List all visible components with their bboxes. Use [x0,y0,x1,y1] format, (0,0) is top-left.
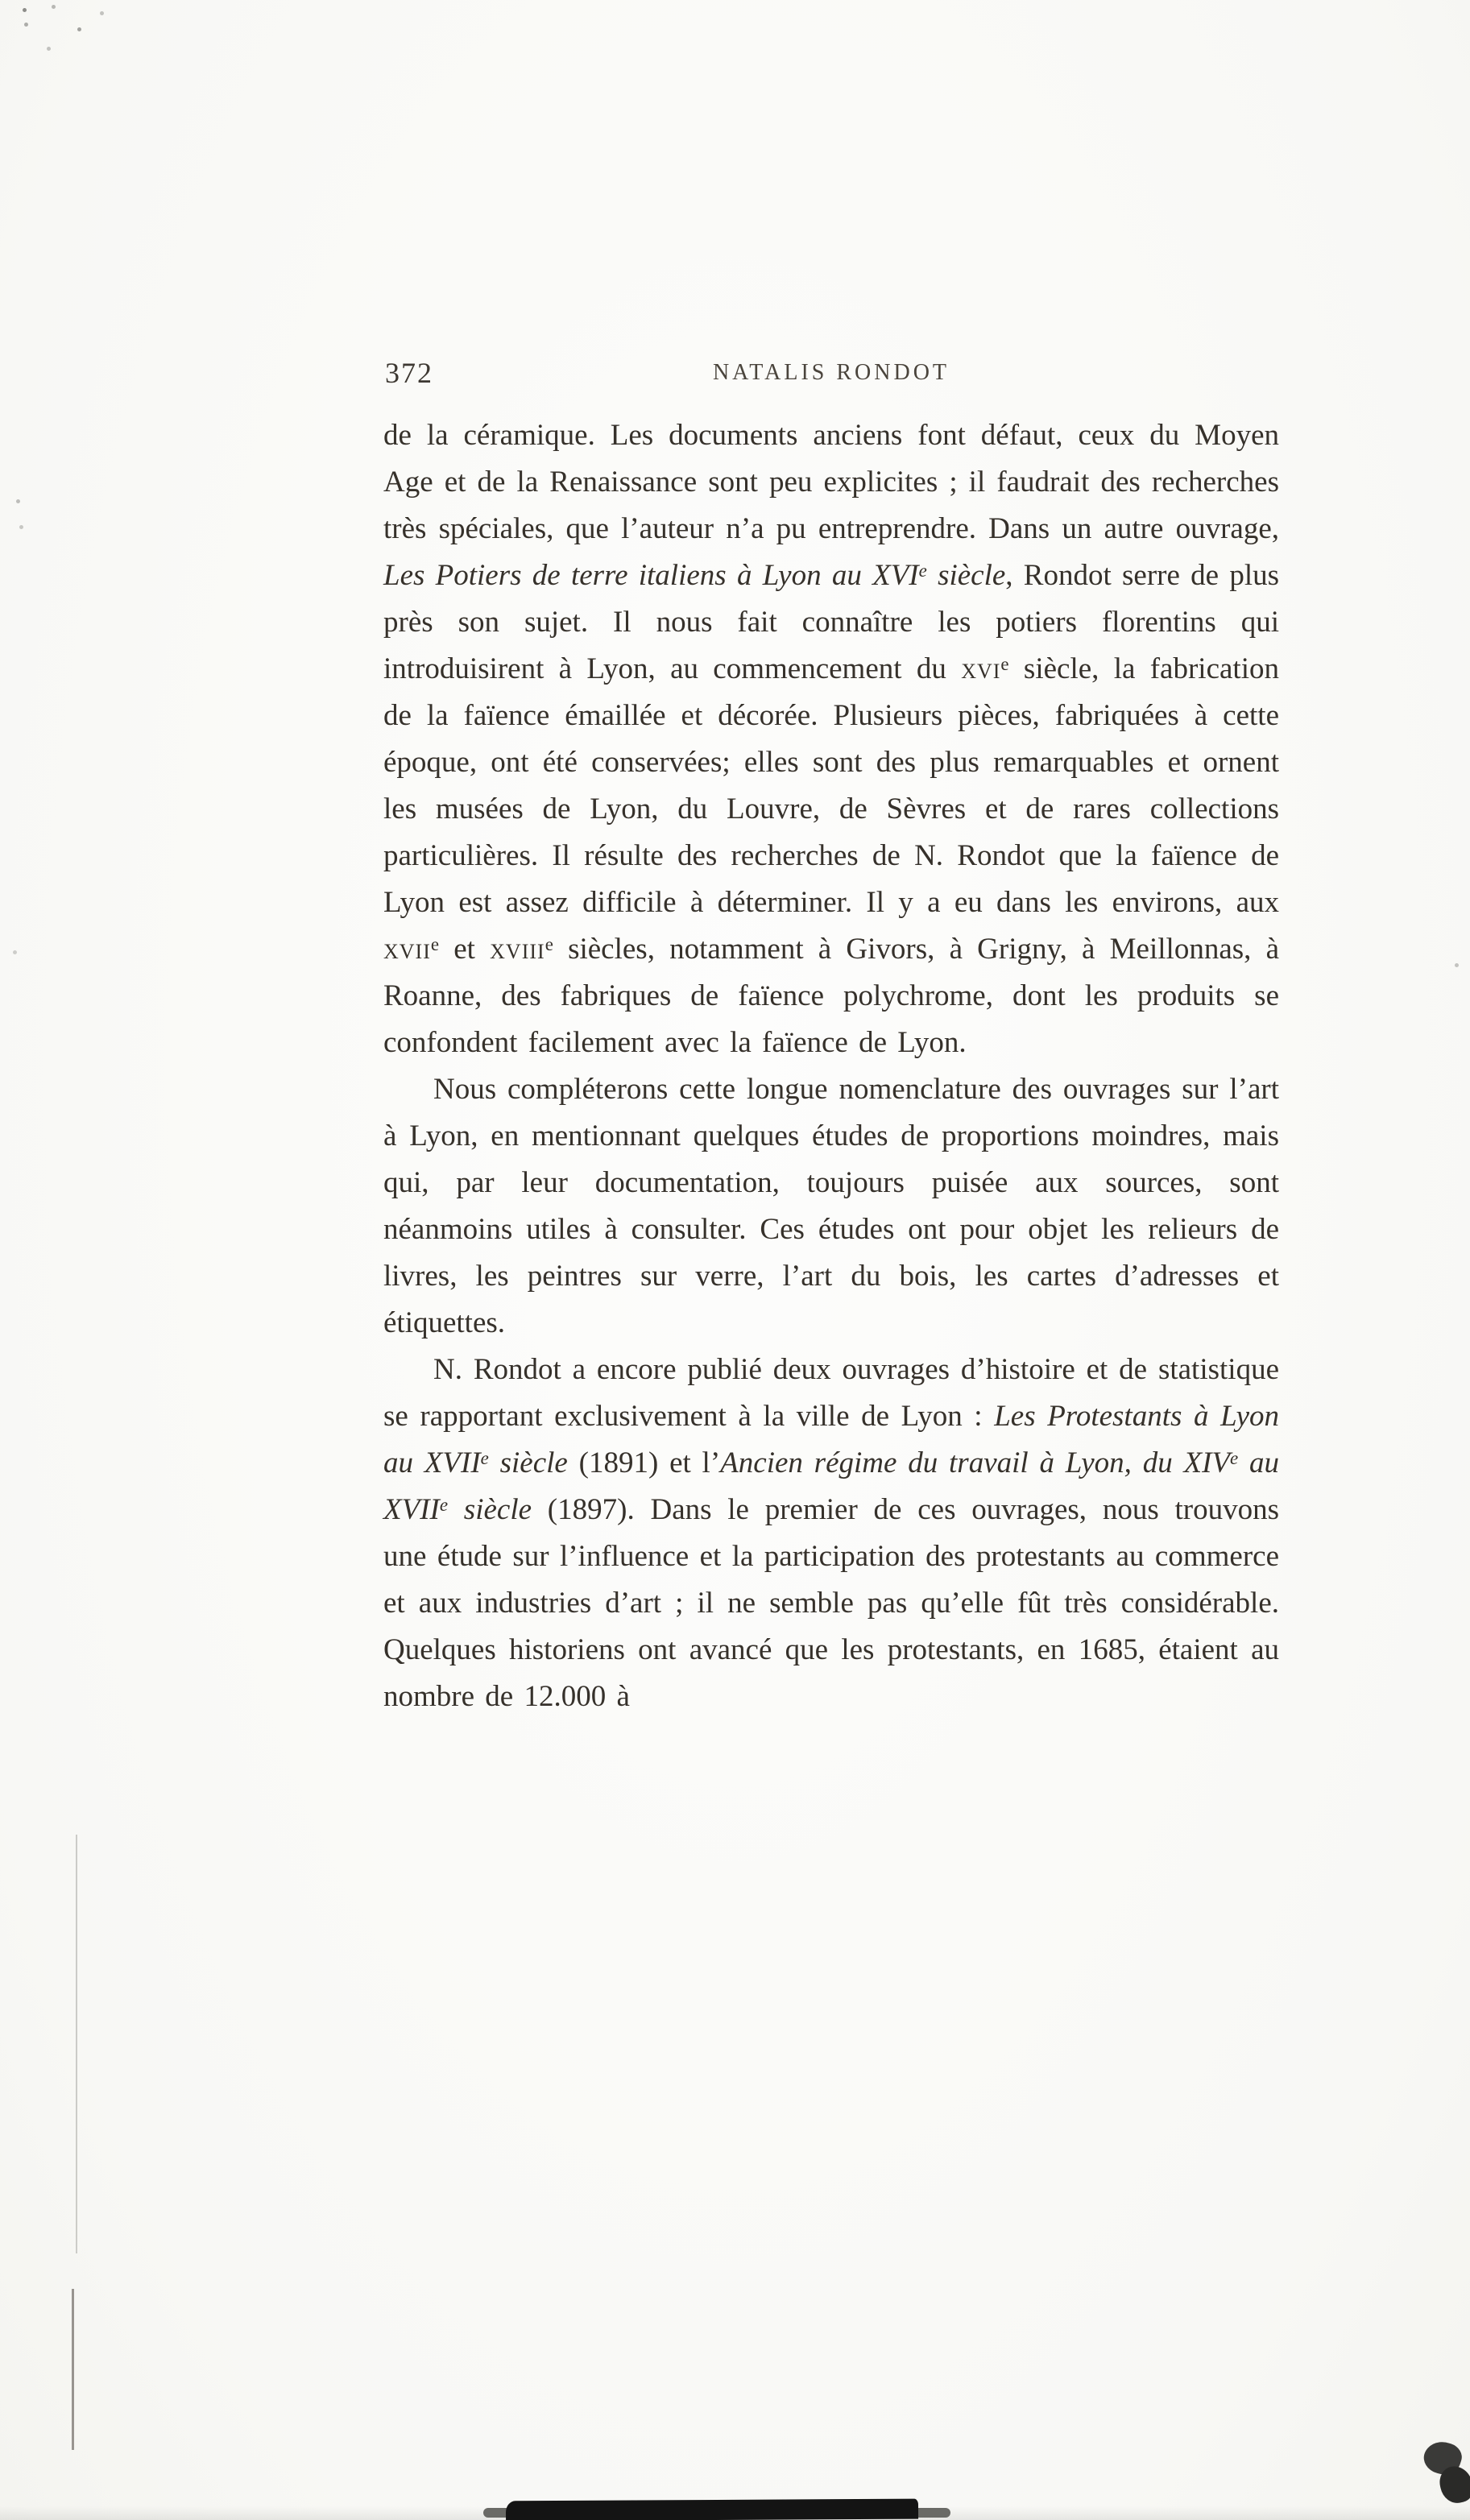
paragraph: N. Rondot a encore publié deux ouvrages d’histoire et de statistique se rapportant exclusivement à la ville de Lyon : Les Protestants à Lyon au XVIIe siècle (1891) et l’Ancien régime du travail à Lyon, du XIVe au XVIIe siècle (1897). Dans le premier de ces ouvrages, nous trouvons une étude sur l’influence et la participation des protestants au commerce et aux industries d’art ; il ne semble pas qu’elle fût très considérable. Quelques historiens ont avancé que les protestants, en 1685, étaient au nombre de 12.000 à [383,1353,1279,1713]
scan-speck [47,47,51,51]
scan-speck [24,23,28,27]
scan-speck [13,950,17,954]
scan-artifact-left-line [76,1835,77,2253]
paragraph: Nous compléterons cette longue nomenclature des ouvrages sur l’art à Lyon, en mentionnant quelques études de proportions moindres, mais qui, par leur documentation, toujours puisée aux sources, sont néanmoins utiles à consulter. Ces études ont pour objet les relieurs de livres, les peintres sur verre, l’art du bois, les cartes d’adresses et étiquettes. [383,1073,1279,1339]
page-header [383,353,1279,412]
page-number: 372 [385,357,433,389]
scan-speck [77,27,81,31]
scan-speck [23,8,27,12]
scan-speck [16,499,20,503]
page-content [383,353,1279,1720]
paragraph: de la céramique. Les documents anciens font défaut, ceux du Moyen Age et de la Renaissance sont peu explicites ; il faudrait des recherches très spéciales, que l’auteur n’a pu entreprendre. Dans un autre ouvrage, Les Potiers de terre italiens à Lyon au XVIe siècle, Rondot serre de plus près son sujet. Il nous fait connaître les potiers florentins qui introduisirent à Lyon, au commencement du xvi$^e$ siècle, la fabrication de la faïence émaillée et décorée. Plusieurs pièces, fabriquées à cette époque, ont été conservées; elles sont des plus remarquables et ornent les musées de Lyon, du Louvre, de Sèvres et de rares collections particulières. Il résulte des recherches de N. Rondot que la faïence de Lyon est assez difficile à déterminer. Il y a eu dans les environs, aux xvii$^e$ et xviii$^e$ siècles, notamment à Givors, à Grigny, à Meillonnas, à Roanne, des fabriques de faïence polychrome, dont les produits se confondent facilement avec la faïence de Lyon. [383,419,1279,1059]
scan-artifact-left-line-dark [72,2289,74,2450]
scan-speck [52,5,56,9]
scan-speck [19,525,23,529]
scan-artifact-bottom-bar [506,2499,918,2520]
scan-speck [100,11,104,15]
scan-speck [1455,963,1459,967]
running-header: NATALIS RONDOT [712,360,950,385]
text-block [383,412,1279,1720]
